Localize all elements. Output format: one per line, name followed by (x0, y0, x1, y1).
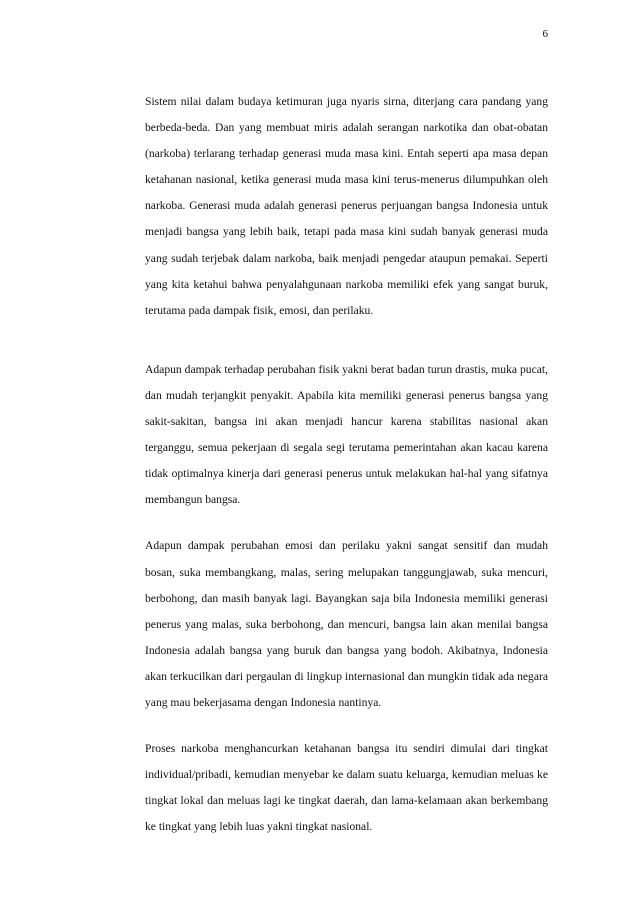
paragraph-3: Adapun dampak perubahan emosi dan perilaku yakni sangat sensitif dan mudah bosan, suka membangkang, malas, sering melupakan tanggungjawab, suka mencuri, berbohong, dan masih banyak lagi. Bayangkan saja bila Indonesia memiliki generasi penerus yang malas, suka berbohong, dan mencuri, bangsa lain akan menilai bangsa Indonesia adalah bangsa yang buruk dan bangsa yang bodoh. Akibatnya, Indonesia akan terkucilkan dari pergaulan di lingkup internasional dan mungkin tidak ada negara yang mau bekerjasama dengan Indonesia nantinya. (145, 539, 548, 709)
document-body (145, 89, 548, 840)
paragraph-4: Proses narkoba menghancurkan ketahanan bangsa itu sendiri dimulai dari tingkat individual/pribadi, kemudian menyebar ke dalam suatu keluarga, kemudian meluas ke tingkat lokal dan meluas lagi ke tingkat daerah, dan lama-kelamaan akan berkembang ke tingkat yang lebih luas yakni tingkat nasional. (145, 742, 548, 834)
paragraph-2: Adapun dampak terhadap perubahan fisik yakni berat badan turun drastis, muka pucat, dan mudah terjangkit penyakit. Apabila kita memiliki generasi penerus bangsa yang sakit-sakitan, bangsa ini akan menjadi hancur karena stabilitas nasional akan terganggu, semua pekerjaan di segala segi terutama pemerintahan akan kacau karena tidak optimalnya kinerja dari generasi penerus untuk melakukan hal-hal yang sifatnya membangun bangsa. (145, 362, 548, 507)
paragraph-1: Sistem nilai dalam budaya ketimuran juga nyaris sirna, diterjang cara pandang yang berbeda-beda. Dan yang membuat miris adalah serangan narkotika dan obat-obatan (narkoba) terlarang terhadap generasi muda masa kini. Entah seperti apa masa depan ketahanan nasional, ketika generasi muda masa kini terus-menerus dilumpuhkan oleh narkoba. Generasi muda adalah generasi penerus perjuangan bangsa Indonesia untuk menjadi bangsa yang lebih baik, tetapi pada masa kini sudah banyak generasi muda yang sudah terjebak dalam narkoba, baik menjadi pengedar ataupun pemakai. Seperti yang kita ketahui bahwa penyalahgunaan narkoba memiliki efek yang sangat buruk, terutama pada dampak fisik, emosi, dan perilaku. (145, 95, 548, 317)
page-number: 6 (542, 28, 548, 40)
